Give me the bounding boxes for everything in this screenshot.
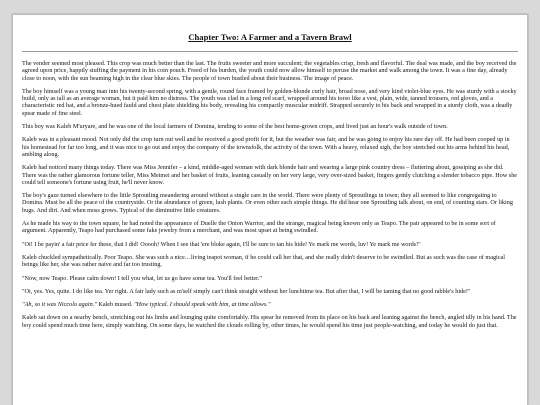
title-divider <box>22 51 518 52</box>
paragraph: The boy himself was a young man into his twenty-second spring, with a gentle, round face framed by golden-blonde curly hair, broad nose, and very kind violet-blue eyes. He was sturdy with a stocky build, only as tall as an average woman, but it paid him no distress. The youth was clad in a long red scarf, wrapped around his torso like a vest, plain, wide, tanned trousers, red gloves, and a characteristic red hat, and a bronze-hued fauld and chest plate shielding his body, revealing his compactly muscular midriff. Strapped securely to his back and wrapped in a sturdy cloth, was a deadly spear made of fine steel. <box>22 87 517 117</box>
paragraph: The vender seemed most pleased. This crop was much better than the last. The fruits sweeter and more succulent; the vegetables crisp, fresh and flavorful. The deal was made, and the boy received the agreed upon price, happily stuffing the payment in his coin pouch. Freed of his burden, the youth could now allow himself to peruse the market and walk among the town. It was a fine day, already close to noon, with the sun beaming high in the clear blue skies. The people of town bustled about their business. The image of peace. <box>22 60 517 82</box>
paragraph: The boy's gaze turned elsewhere to the little Sproutling meandering around without a single care in the world. There were plenty of Sproutlings in town; they all seemed to like congregating to Domina. Must be all the peace of the countryside. Or the abundance of green, lush plants. Or even other such simple things. He did hear one Sproutling talk about, on end, of counting stars. Or liking bugs. And dirt. And when moss grows. Typical of the diminutive little creatures. <box>22 192 513 214</box>
paragraph: Kaleb was in a pleasant mood. Not only did the crop turn out well and he received a good profit for it, but the weather was fair, and he was going to enjoy his rare day off. He had been cooped up in his homestead for far too long, and it was nice to go out and enjoy the company of the townsfolk, the activity of the town. With a heavy, relaxed sigh, the boy stretched out his arms behind his head, ambling along. <box>22 136 510 158</box>
paragraph: Kaleb had noticed many things today. There was Miss Jennifer – a kind, middle-aged woman with dark blonde hair and wearing a large pink country dress – fluttering about, gossiping as she did. There was the rather glamorous fortune teller, Miss Meimei and her basket of fruits, leaning casually on her very large, very over-sized basket, fingers gently clutching a slender tobacco pipe. How she could tell someone's fortune using fruit, he'll never know. <box>22 164 518 186</box>
chapter-body <box>13 60 527 329</box>
italic-paragraph <box>22 301 518 308</box>
paragraph: This boy was Kaleb M'uryare, and he was one of the local farmers of Domina, tending to some of the best home-grown crops, and lived just an hour's walk outside of town. <box>22 123 448 131</box>
chapter-title: Chapter Two: A Farmer and a Tavern Brawl <box>188 32 352 42</box>
italic-quote-start: "Ah, so it was Niccolo again." <box>22 301 97 309</box>
narration-text: Kaleb mused. <box>96 301 134 309</box>
paragraph: As he made his way to the town square, he had noted the appearance of Duelle the Onion Warrior, and the strange, magical being known only as Teapo. The pair appeared to be in some sort of argument. Apparently, Teapo had purchased some fake jewelry from a merchant, and was most upset at being swindled. <box>22 220 496 235</box>
paragraph: "Now, now Teapo. Please calm down! I tell you what, let us go have some tea. You'll feel better." <box>22 274 262 282</box>
italic-quote-end: "How typical. I should speak with him, at time allows." <box>133 301 271 309</box>
paragraph: Kaleb sat down on a nearby bench, stretching out his limbs and lounging quite comfortably. His spear he removed from its place on his back and leaning against the bench, angled idly in his hand. The boy could spend much time here, simply watching. On some days, he watched the clouds rolling by, other times, he would spend his time just people-watching, and today he would do just that. <box>22 314 517 329</box>
paragraph: "Oi! I be payin' a fair price fer these, that I did! Ooooh! When I see that 'ere bloke again, I'll be sure to tan his hide! Ye mark me words, luv! Ye mark me words!" <box>22 240 421 248</box>
paragraph: "Oi, yes. Yes, quite. I do like tea. Yer right. A fair lady such as m'self simply can't think straight without her lunchtime tea. But after that, I will be taming that no good rabble's hide!" <box>22 287 471 295</box>
document-page <box>12 14 528 405</box>
paragraph: Kaleb chuckled sympathetically. Poor Teapo. She was such a nice…living teapot woman, if he could call her that, and she really didn't deserve to be swindled. But as such was the case of magical beings like her, she was rather naive and far too trusting. <box>22 253 505 269</box>
